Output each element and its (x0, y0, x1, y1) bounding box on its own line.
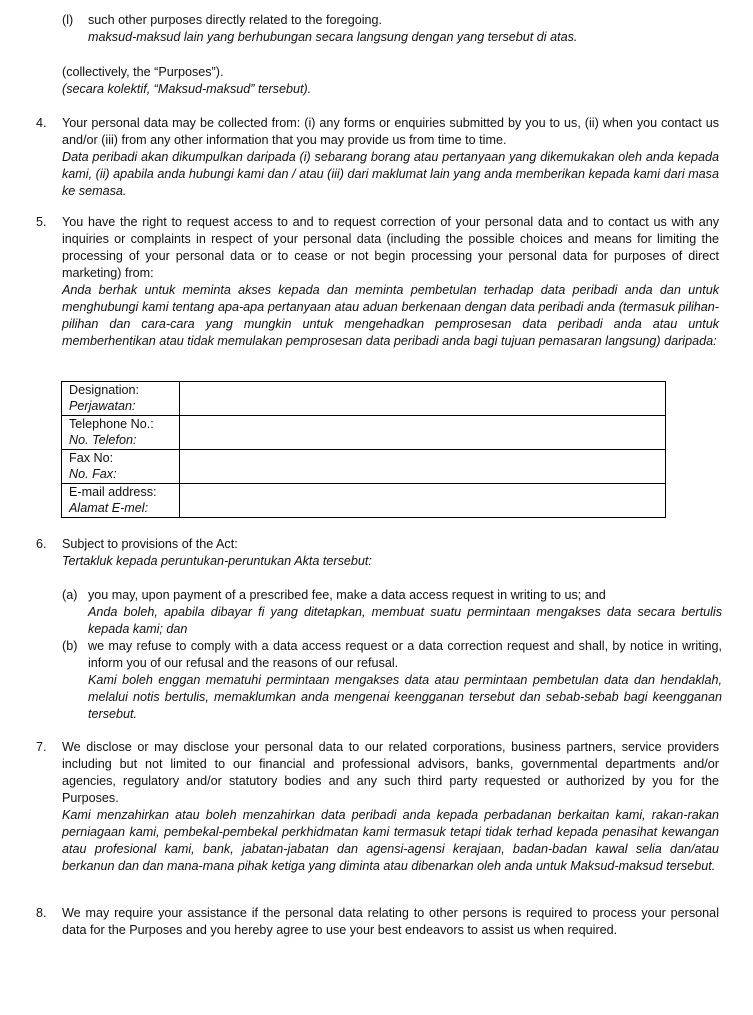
contact-value-cell (180, 450, 666, 484)
contact-value-cell (180, 382, 666, 416)
clause-text-en: We disclose or may disclose your personal data to our related corporations, business partners, service providers including but not limited to our financial and professional advisors, banks, governmental departments and/or agencies, regulatory and/or statutory bodies and any such third party requested or authorized by you for the Purposes. (62, 740, 719, 805)
collectively-note (62, 64, 722, 98)
contact-label-ms: No. Fax: (69, 467, 117, 481)
clause-text-en: We may require your assistance if the personal data relating to other persons is required to process your personal data for the Purposes and you hereby agree to use your best endeavors to assist us when required. (62, 906, 719, 937)
sub-item-text-en: such other purposes directly related to the foregoing. (88, 13, 383, 27)
sub-item-text-ms: maksud-maksud lain yang berhubungan secara langsung dengan yang tersebut di atas. (88, 30, 578, 44)
contact-label-en: Designation: (69, 383, 140, 397)
clause-number: 6. (36, 537, 47, 551)
clause-text-en: Your personal data may be collected from: (i) any forms or enquiries submitted by you to us, (ii) when you contact us and/or (iii) from any other information that you may provide us from time to time. (62, 116, 719, 147)
clause-text-ms: Tertakluk kepada peruntukan-peruntukan Akta tersebut: (62, 554, 372, 568)
sub-item-text-en: you may, upon payment of a prescribed fee, make a data access request in writing to us; and (88, 588, 606, 602)
contact-label-ms: Perjawatan: (69, 399, 136, 413)
clause-5 (36, 214, 719, 350)
clause-number: 7. (36, 740, 47, 754)
table-row (62, 450, 666, 484)
contact-value-cell (180, 484, 666, 518)
clause-number: 4. (36, 116, 47, 130)
clause-number: 8. (36, 906, 47, 920)
collectively-text-ms: (secara kolektif, “Maksud-maksud” tersebut). (62, 82, 312, 96)
table-row (62, 382, 666, 416)
sub-item-a (62, 587, 722, 638)
sub-item-text-en: we may refuse to comply with a data access request or a data correction request and shall, by notice in writing, inform you of our refusal and the reasons of our refusal. (88, 639, 722, 670)
contact-label-cell (62, 382, 180, 416)
sub-item-label: (a) (62, 588, 78, 602)
clause-7 (36, 739, 719, 875)
contact-label-cell (62, 484, 180, 518)
clause-number: 5. (36, 215, 47, 229)
contact-value-cell (180, 416, 666, 450)
clause-4 (36, 115, 719, 200)
sub-item-label: (b) (62, 639, 78, 653)
clause-8 (36, 905, 719, 939)
sub-item-text-ms: Kami boleh enggan mematuhi permintaan mengakses data atau permintaan pembetulan data dan hendaklah, melalui notis bertulis, memaklumkan anda mengenai keengganan tersebut dan sebab-sebab bagi keengganan tersebut. (88, 673, 722, 721)
table-row (62, 484, 666, 518)
contact-label-cell (62, 450, 180, 484)
clause-text-en: You have the right to request access to and to request correction of your personal data and to contact us with any inquiries or complaints in respect of your personal data (including the possible choices and means for limiting the processing of your personal data or to cease or not begin processing your personal data for purposes of direct marketing) from: (62, 215, 719, 280)
contact-label-cell (62, 416, 180, 450)
contact-label-ms: No. Telefon: (69, 433, 137, 447)
contact-label-ms: Alamat E-mel: (69, 501, 149, 515)
clause-6 (36, 536, 719, 570)
table-row (62, 416, 666, 450)
sub-item-label: (l) (62, 13, 74, 27)
contact-table (61, 381, 666, 518)
contact-label-en: Telephone No.: (69, 417, 154, 431)
sub-item-l (62, 12, 722, 46)
sub-item-text-ms: Anda boleh, apabila dibayar fi yang ditetapkan, membuat suatu permintaan mengakses data secara bertulis kepada kami; dan (88, 605, 722, 636)
clause-text-ms: Data peribadi akan dikumpulkan daripada (i) sebarang borang atau pertanyaan yang dikemukakan oleh anda kepada kami, (ii) apabila anda hubungi kami dan / atau (iii) dari maklumat lain yang anda memberikan kepada kami dari masa ke semasa. (62, 150, 719, 198)
clause-text-en: Subject to provisions of the Act: (62, 537, 238, 551)
collectively-text-en: (collectively, the “Purposes”). (62, 65, 224, 79)
contact-label-en: Fax No: (69, 451, 114, 465)
contact-label-en: E-mail address: (69, 485, 157, 499)
clause-text-ms: Kami menzahirkan atau boleh menzahirkan data peribadi anda kepada perbadanan berkaitan kami, rakan-rakan perniagaan kami, pembekal-pembekal perkhidmatan kami termasuk tetapi tidak terhad kepada penasihat kewangan atau profesional kami, bank, jabatan-jabatan dan agensi-agensi kerajaan, badan-badan kawal selia dan/atau berkanun dan dan mana-mana pihak ketiga yang diminta atau dibenarkan oleh anda untuk Maksud-maksud tersebut. (62, 808, 719, 873)
sub-item-b (62, 638, 722, 723)
clause-text-ms: Anda berhak untuk meminta akses kepada dan meminta pembetulan terhadap data peribadi anda dan untuk menghubungi kami tentang apa-apa pertanyaan atau aduan berkenaan dengan data peribadi anda (termasuk pilihan-pilihan dan cara-cara yang mungkin untuk mengehadkan pemprosesan data peribadi anda atau untuk memberhentikan atau tidak memulakan pemprosesan data peribadi anda bagi tujuan pemasaran langsung) daripada: (62, 283, 719, 348)
